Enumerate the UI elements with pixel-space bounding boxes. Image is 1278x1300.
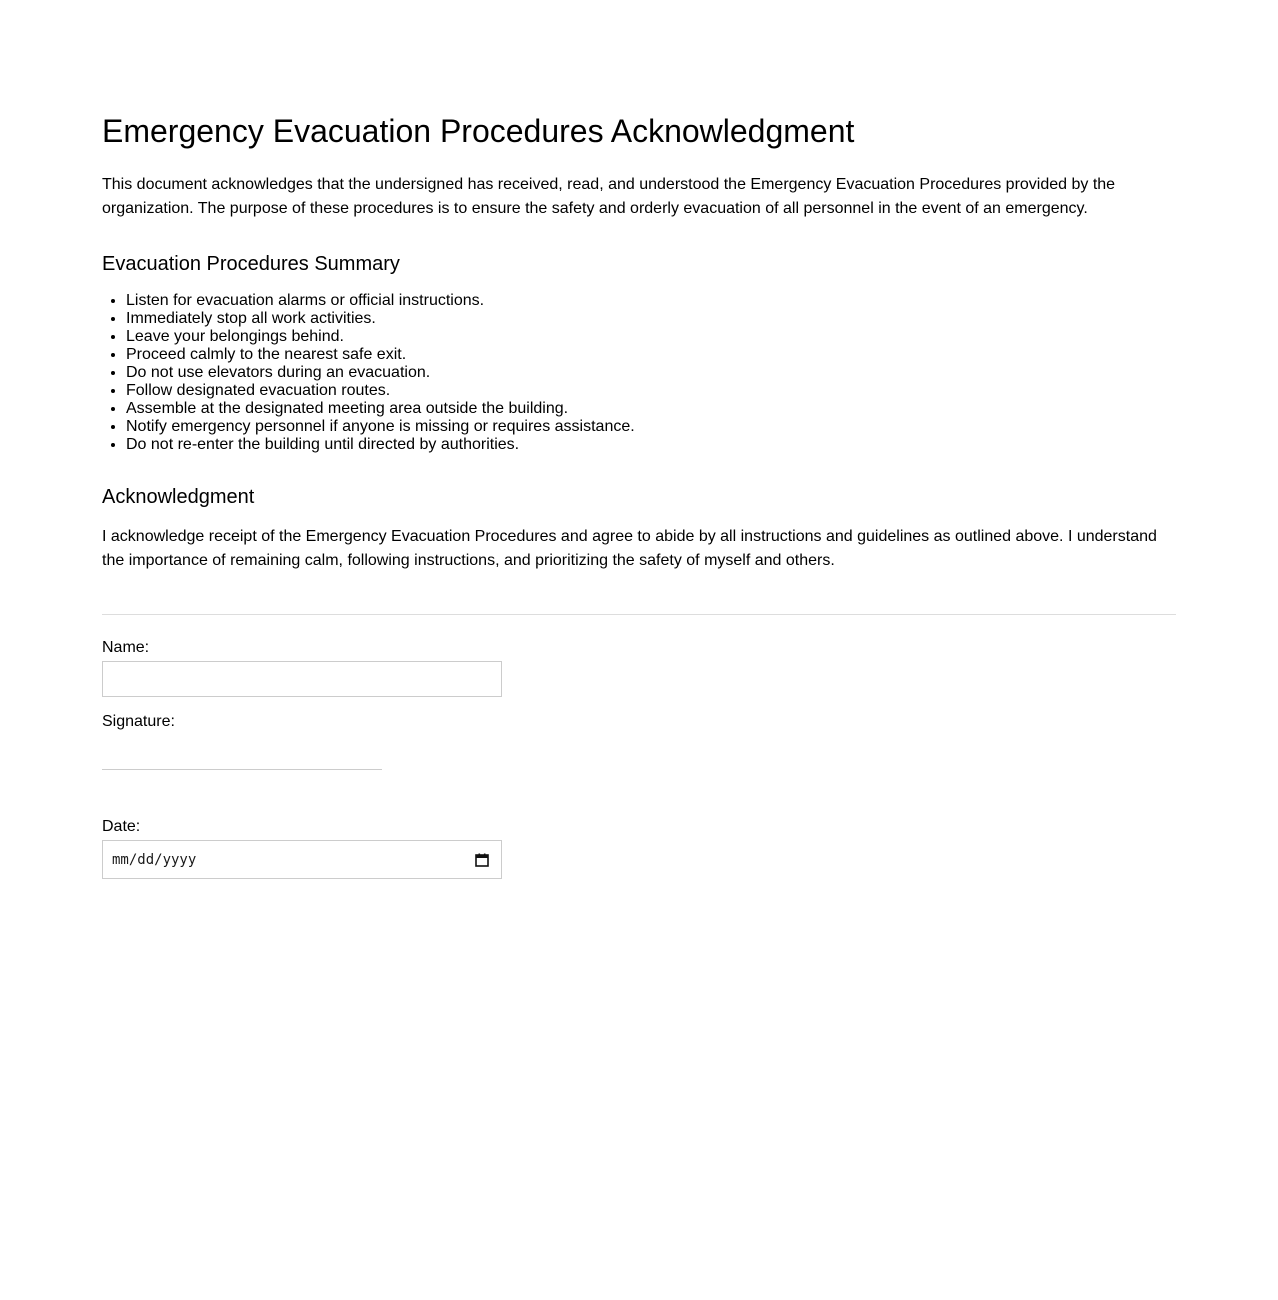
calendar-icon[interactable] — [475, 853, 489, 867]
list-item: • Assemble at the designated meeting area outside the building. — [126, 400, 635, 418]
intro-paragraph: This document acknowledges that the undersigned has received, read, and understood the Emergency Evacuation Procedures provided by the organization. The purpose of these procedures is to ensure the safety and orderly evacuation of all personnel in the event of an emergency. — [102, 176, 1116, 217]
list-item: • Follow designated evacuation routes. — [126, 382, 635, 400]
list-item: • Do not re-enter the building until directed by authorities. — [126, 436, 635, 454]
signature-label: Signature: — [102, 713, 175, 730]
section-divider — [102, 614, 1176, 615]
date-label: Date: — [102, 818, 141, 835]
date-input[interactable] — [102, 840, 502, 879]
list-item: • Do not use elevators during an evacuation. — [126, 364, 635, 382]
evacuation-steps-list — [102, 292, 635, 454]
list-item: • Leave your belongings behind. — [126, 328, 635, 346]
list-item: • Listen for evacuation alarms or official instructions. — [126, 292, 635, 310]
name-input[interactable] — [102, 661, 502, 697]
list-item: • Proceed calmly to the nearest safe exit. — [126, 346, 635, 364]
acknowledgment-paragraph: I acknowledge receipt of the Emergency Evacuation Procedures and agree to abide by all instructions and guidelines as outlined above. I understand the importance of remaining calm, following instructions, and prioritizing the safety of myself and others. — [102, 528, 1157, 569]
page-title: Emergency Evacuation Procedures Acknowledgment — [102, 113, 855, 149]
date-placeholder[interactable]: mm/dd/yyyy — [112, 852, 197, 868]
list-item: • Immediately stop all work activities. — [126, 310, 635, 328]
signature-line[interactable] — [102, 769, 382, 770]
summary-heading: Evacuation Procedures Summary — [102, 253, 400, 275]
name-label: Name: — [102, 639, 150, 656]
list-item: • Notify emergency personnel if anyone is missing or requires assistance. — [126, 418, 635, 436]
acknowledgment-heading: Acknowledgment — [102, 486, 255, 508]
